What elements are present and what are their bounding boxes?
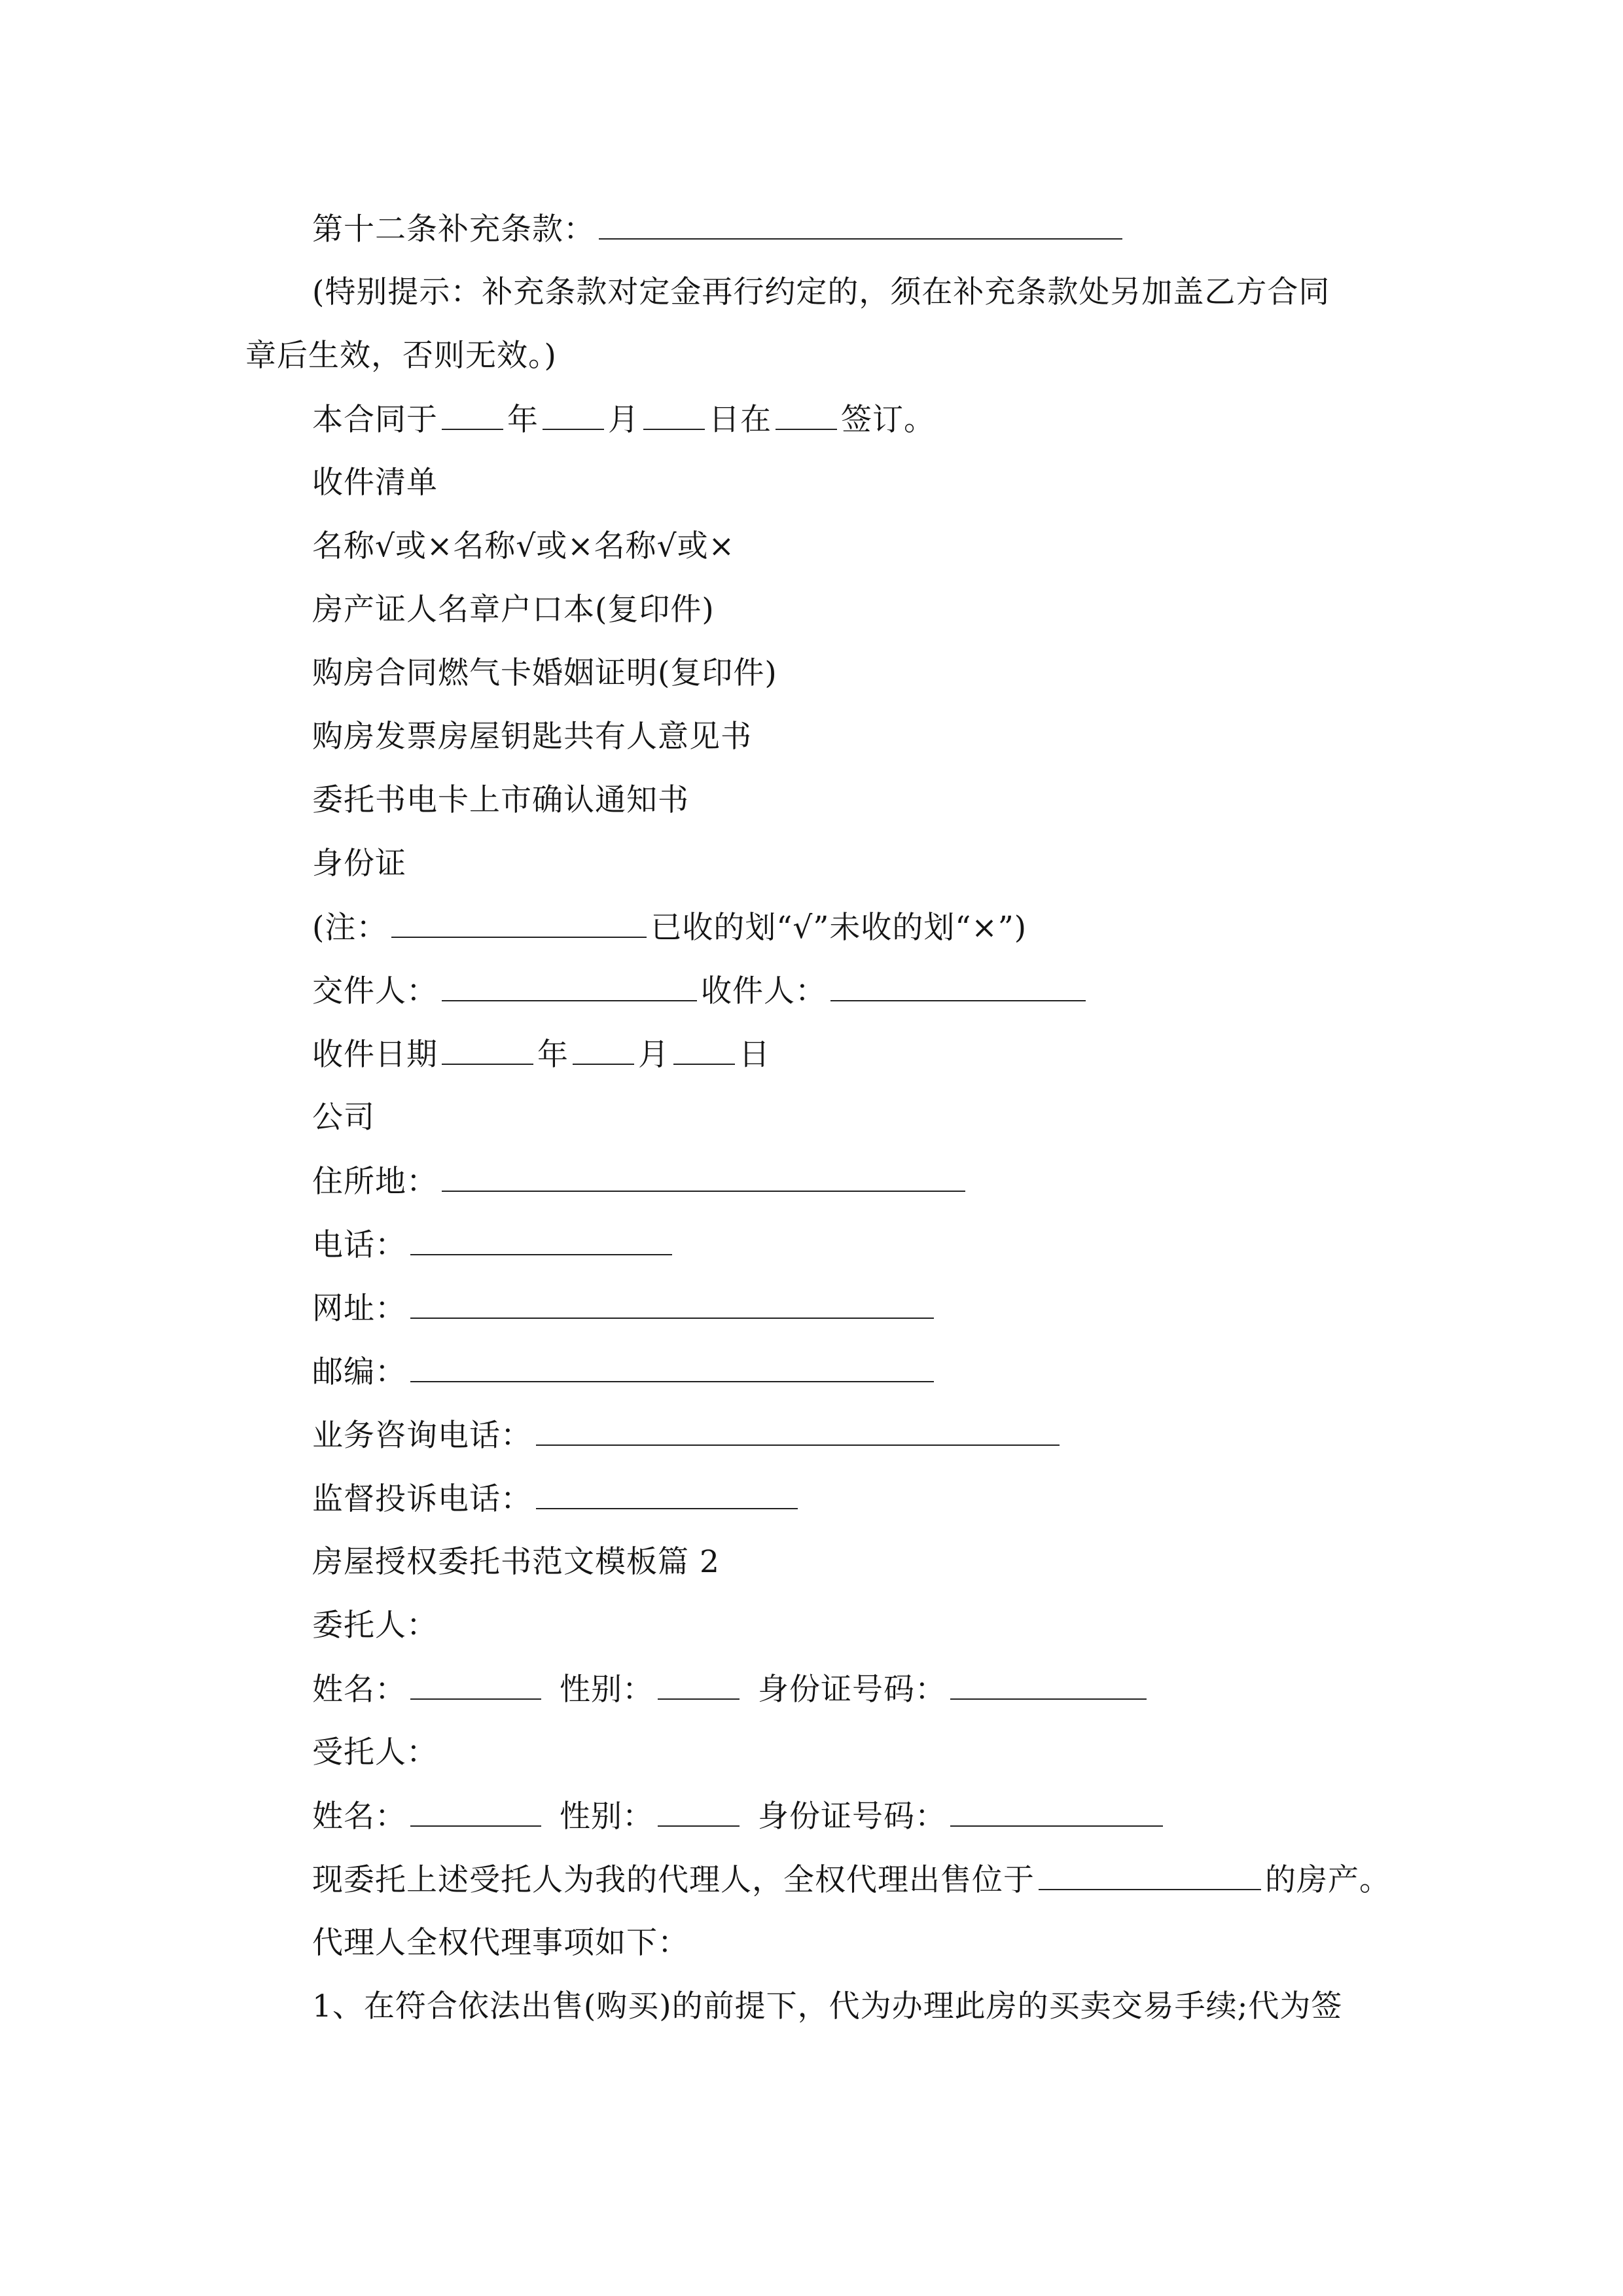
authorized-matters-heading: 代理人全权代理事项如下： xyxy=(312,1925,689,1961)
agent-gender-field[interactable] xyxy=(658,1797,740,1827)
receipt-list-row: 身份证 xyxy=(312,846,406,882)
receipt-list-row: 购房发票房屋钥匙共有人意见书 xyxy=(312,719,752,755)
special-notice-line-2: 章后生效，否则无效。) xyxy=(245,338,557,374)
agent-name-field[interactable] xyxy=(410,1797,541,1827)
principal-id-field[interactable] xyxy=(950,1670,1147,1700)
address-field[interactable] xyxy=(442,1162,965,1192)
company-phone: 电话： xyxy=(312,1225,676,1265)
property-location-field[interactable] xyxy=(1039,1860,1261,1890)
agent-info: 姓名： 性别： 身份证号码： xyxy=(312,1797,1167,1837)
receipt-list-row: 购房合同燃气卡婚姻证明(复印件) xyxy=(312,655,777,691)
principal-name-field[interactable] xyxy=(410,1670,541,1700)
contract-signing-date: 本合同于 年 月 日在 签订。 xyxy=(312,400,935,440)
sign-place-field[interactable] xyxy=(776,400,837,430)
complaint-phone: 监督投诉电话： xyxy=(312,1479,802,1519)
supplementary-terms-field[interactable] xyxy=(599,209,1122,240)
complaint-phone-field[interactable] xyxy=(536,1479,798,1509)
receiver-field[interactable] xyxy=(830,971,1086,1001)
principal-info: 姓名： 性别： 身份证号码： xyxy=(312,1670,1150,1710)
company-address: 住所地： xyxy=(312,1162,969,1202)
company-postcode: 邮编： xyxy=(312,1352,938,1392)
receipt-date: 收件日期 年 月 日 xyxy=(312,1035,770,1075)
postcode-field[interactable] xyxy=(410,1352,934,1382)
clause-12-supplementary-terms: 第十二条补充条款： xyxy=(312,209,1126,249)
company-website: 网址： xyxy=(312,1289,938,1329)
deliverer-field[interactable] xyxy=(442,971,697,1001)
agent-id-field[interactable] xyxy=(950,1797,1163,1827)
handover-signatures: 交件人： 收件人： xyxy=(312,971,1090,1011)
section-title: 房屋授权委托书范文模板篇 2 xyxy=(312,1544,720,1580)
receipt-list-header-row: 名称√或×名称√或×名称√或× xyxy=(312,528,735,564)
special-notice-line-1: (特别提示：补充条款对定金再行约定的，须在补充条款处另加盖乙方合同 xyxy=(312,274,1330,310)
receipt-list-heading: 收件清单 xyxy=(312,465,438,501)
receipt-list-row: 委托书电卡上市确认通知书 xyxy=(312,782,689,818)
receipt-day-field[interactable] xyxy=(673,1035,735,1065)
website-field[interactable] xyxy=(410,1289,934,1319)
principal-gender-field[interactable] xyxy=(658,1670,740,1700)
agent-heading: 受托人： xyxy=(312,1734,438,1770)
inquiry-phone-field[interactable] xyxy=(536,1416,1060,1446)
sign-year-field[interactable] xyxy=(442,400,503,430)
sign-month-field[interactable] xyxy=(543,400,604,430)
receipt-list-row: 房产证人名章户口本(复印件) xyxy=(312,592,715,628)
receipt-year-field[interactable] xyxy=(442,1035,533,1065)
company-heading: 公司 xyxy=(312,1100,375,1136)
note-field[interactable] xyxy=(391,908,647,938)
principal-heading: 委托人： xyxy=(312,1607,438,1643)
receipt-month-field[interactable] xyxy=(573,1035,634,1065)
sign-day-field[interactable] xyxy=(643,400,705,430)
business-inquiry-phone: 业务咨询电话： xyxy=(312,1416,1063,1456)
phone-field[interactable] xyxy=(410,1225,672,1255)
authorization-statement: 现委托上述受托人为我的代理人，全权代理出售位于 的房产。 xyxy=(312,1860,1391,1900)
receipt-note: (注： 已收的划“√”未收的划“×”) xyxy=(312,908,1027,948)
authorized-matter-1: 1、在符合依法出售(购买)的前提下，代为办理此房的买卖交易手续;代为签 xyxy=(312,1988,1343,2024)
